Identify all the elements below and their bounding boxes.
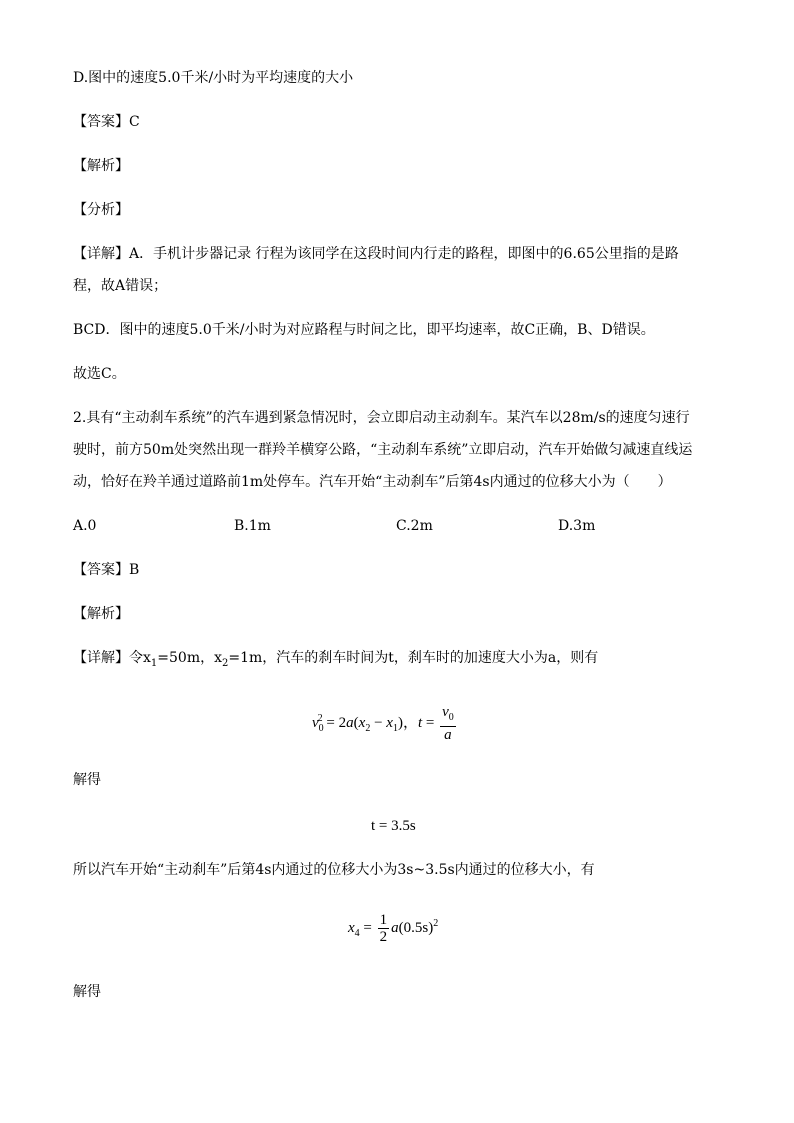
option-c: C.2m <box>396 518 433 534</box>
var-x2-sub: 2 <box>222 657 229 669</box>
solution-intro <box>73 648 598 674</box>
option-b: B.1m <box>234 518 271 534</box>
detail-line-3: BCD．图中的速度5.0千米/小时为对应路程与时间之比，即平均速率，故C正确，B、D错误。 <box>73 322 655 338</box>
equation-1: $v_0^2 = 2a(x_2 - x_1)$，t = $\frac{v_0}{a}$ <box>312 704 454 743</box>
answer-label: 【答案】C <box>73 114 140 130</box>
var-x1-sub: 1 <box>150 657 158 669</box>
question-2-line-3: 动，恰好在羚羊通过道路前1m处停车。汽车开始“主动刹车”后第4s内通过的位移大小为（ ） <box>73 474 672 490</box>
option-d-text: D.图中的速度5.0千米/小时为平均速度的大小 <box>73 70 354 86</box>
var-x1: x <box>143 650 151 666</box>
breakdown-label: 【分析】 <box>73 202 129 218</box>
question-2-line-2: 驶时，前方50m处突然出现一群羚羊横穿公路，“主动刹车系统”立即启动，汽车开始做匀减速直线运 <box>73 442 693 458</box>
answer-2-label: 【答案】B <box>73 562 140 578</box>
fraction-v0-over-a: $\frac{v_0}{a}$ <box>442 704 454 743</box>
detail-line-1: 【详解】A．手机计步器记录 行程为该同学在这段时间内行走的路程，即图中的6.65公里指的是路 <box>73 246 679 262</box>
fraction-one-half: $\frac{1}{2}$ <box>379 912 388 945</box>
solve-label-2: 解得 <box>73 984 101 1000</box>
option-a: A.0 <box>73 518 97 534</box>
detail-line-2: 程，故A错误； <box>73 278 168 294</box>
equation-t-result: t = 3.5s <box>371 818 416 834</box>
question-2-line-1: 2.具有“主动刹车系统”的汽车遇到紧急情况时，会立即启动主动刹车。某汽车以28m/s的速度匀速行 <box>73 410 690 426</box>
displacement-line: 所以汽车开始“主动刹车”后第4s内通过的位移大小为3s~3.5s内通过的位移大小，有 <box>73 862 595 878</box>
analysis-label: 【解析】 <box>73 158 129 174</box>
analysis-2-label: 【解析】 <box>73 606 129 622</box>
equation-x4: $x_4$ = $\frac{1}{2}$ $a(0.5s)^2$ <box>348 912 439 945</box>
solution-prefix: 【详解】令 <box>73 650 143 666</box>
conclusion-line: 故选C。 <box>73 366 126 382</box>
solve-label-1: 解得 <box>73 772 101 788</box>
var-x2: x <box>214 650 223 666</box>
var-x2-value: =1m，汽车的刹车时间为t，刹车时的加速度大小为a，则有 <box>228 650 599 666</box>
var-x1-value: =50m， <box>157 650 215 666</box>
option-d: D.3m <box>558 518 596 534</box>
